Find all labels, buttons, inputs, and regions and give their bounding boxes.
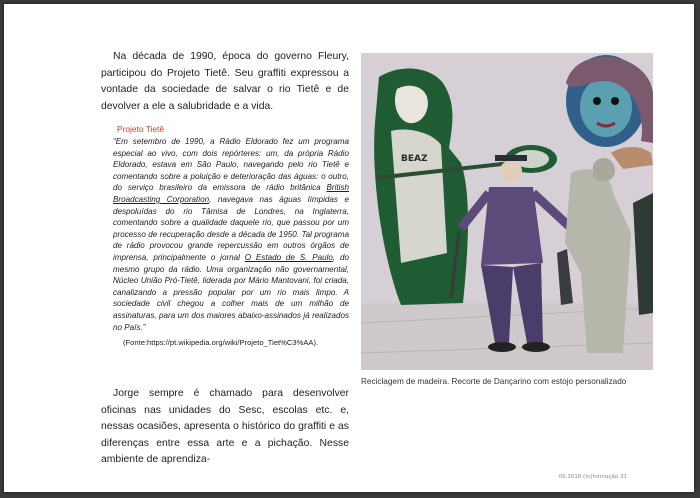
quote-block <box>113 124 349 348</box>
quote-text-part-3: , do mesmo grupo da rádio. Uma organização não governamental, Núcleo União Pró-Tietê, liderada por Mário Mantovani, foi criada, canalizando a pressão popular por um rio mais limpo. A sociedade civil chegou a colher mais de um milhão de assinaturas, para um dos maiores abaixo-assinados já realizados no País.” <box>113 252 349 332</box>
quote-source: (Fonte:https://pt.wikipedia.org/wiki/Projeto_Tiet%C3%AA). <box>123 338 319 348</box>
quote-text <box>113 136 349 333</box>
photo-illustration <box>361 53 653 370</box>
photo-graffiti-cutouts <box>361 53 653 370</box>
estadao-link[interactable]: O Estado de S. Paulo <box>244 252 333 262</box>
quote-title: Projeto Tietê <box>117 124 165 134</box>
paragraph-bottom <box>101 386 349 469</box>
baker-apron-text: BEAZ <box>401 154 428 164</box>
photo-caption: Reciclagem de madeira. Recorte de Dançarino com estojo personalizado <box>361 377 627 386</box>
page-footer: 06.2018 (In)formação 31 <box>559 474 628 480</box>
quote-text-part-1: “Em setembro de 1990, a Rádio Eldorado fez um programa especial ao vivo, com dois repórteres: um, da própria Rádio Eldorado, estava em São Paulo, navegando pelo rio Tietê e comentando sobre a poluição e deterioração das águas: o outro, do serviço brasileiro da emissora de rádio britânica <box>113 137 349 193</box>
bbc-link[interactable]: British Broadcasting Corporation <box>113 183 349 204</box>
paragraph-top <box>101 49 349 115</box>
paragraph-top-text: Na década de 1990, época do governo Fleury, participou do Projeto Tietê. Seu graffiti expressou a vontade da sociedade de salvar o rio Tietê e de devolver a ele a salubridade e a vida. <box>101 51 349 112</box>
document-page <box>4 4 694 492</box>
paragraph-bottom-text: Jorge sempre é chamado para desenvolver oficinas nas unidades do Sesc, escolas etc. e, nessas ocasiões, apresenta o histórico do graffiti e as diferenças entre essa arte e a pichação. Nesse ambiente de aprendiza- <box>101 388 349 466</box>
quote-text-part-2: , navegava nas águas límpidas e despoluídas do rio Tâmisa de Londres, na Inglaterra, comentando sobre a qualidade daquele rio, que passou por um processo de recuperação desde a década de 1950. Tal programa de rádio provocou grande repercussão em outros órgãos de imprensa, principalmente o jornal <box>113 194 349 262</box>
